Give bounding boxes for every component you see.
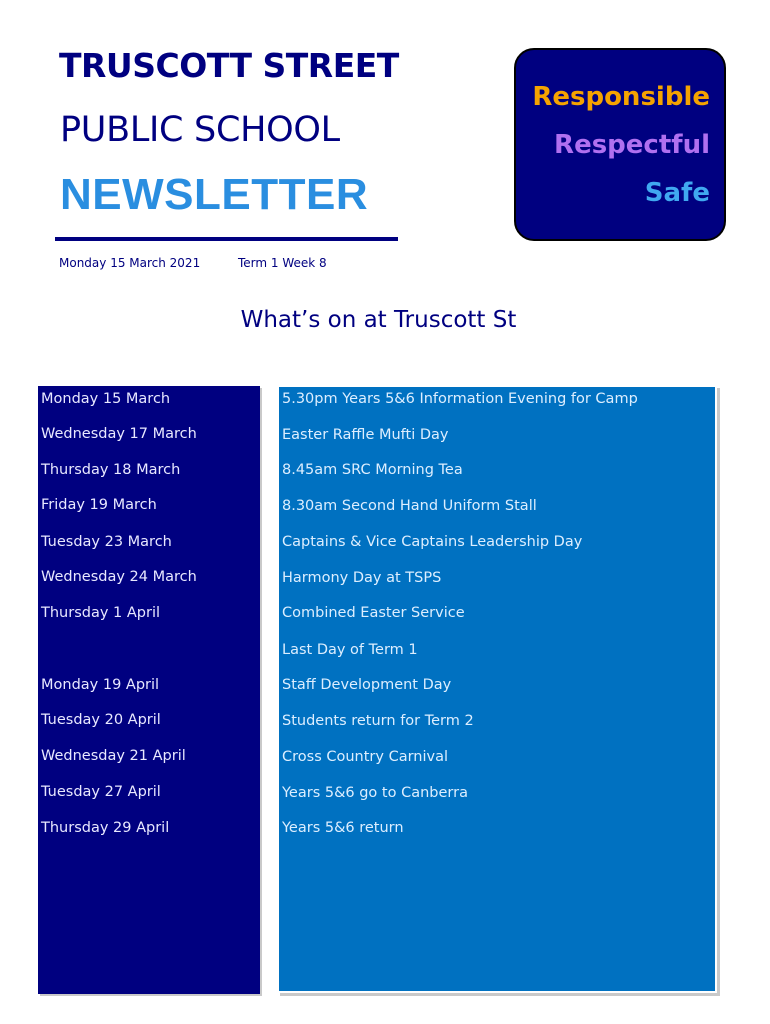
- calendar-event: Harmony Day at TSPS: [282, 570, 442, 586]
- calendar-dates-column: [38, 386, 260, 994]
- calendar-event: 5.30pm Years 5&6 Information Evening for Camp: [282, 391, 638, 407]
- school-name-line2: PUBLIC SCHOOL: [60, 110, 340, 150]
- calendar-event: Combined Easter Service: [282, 605, 465, 621]
- value-safe: Safe: [644, 178, 710, 208]
- calendar-event: Easter Raffle Mufti Day: [282, 427, 449, 443]
- value-responsible: Responsible: [532, 82, 710, 112]
- issue-date: Monday 15 March 2021: [59, 256, 201, 270]
- value-respectful: Respectful: [554, 130, 710, 160]
- calendar-event: Years 5&6 return: [282, 820, 404, 836]
- newsletter-title: NEWSLETTER: [60, 170, 369, 219]
- calendar-date: Wednesday 17 March: [41, 426, 197, 442]
- calendar-date: Wednesday 21 April: [41, 748, 186, 764]
- calendar-event: Staff Development Day: [282, 677, 452, 693]
- school-name-line1: TRUSCOTT STREET: [59, 46, 399, 85]
- term-week: Term 1 Week 8: [238, 256, 327, 270]
- calendar-event: Captains & Vice Captains Leadership Day: [282, 534, 583, 550]
- calendar-event: 8.45am SRC Morning Tea: [282, 462, 463, 478]
- calendar-date: Tuesday 27 April: [41, 784, 161, 800]
- calendar-date: Tuesday 20 April: [41, 712, 161, 728]
- calendar-event: 8.30am Second Hand Uniform Stall: [282, 498, 537, 514]
- school-values-box: [514, 48, 726, 241]
- calendar-date: Friday 19 March: [41, 497, 157, 513]
- calendar-event: Students return for Term 2: [282, 713, 474, 729]
- calendar-event: Years 5&6 go to Canberra: [282, 785, 468, 801]
- calendar-date: Wednesday 24 March: [41, 569, 197, 585]
- calendar-date: Thursday 1 April: [41, 605, 161, 621]
- calendar-date: Monday 15 March: [41, 391, 171, 407]
- section-heading: What’s on at Truscott St: [240, 307, 517, 333]
- header-divider: [55, 237, 398, 241]
- calendar-date: Thursday 18 March: [41, 462, 181, 478]
- calendar-date: Tuesday 23 March: [41, 534, 172, 550]
- calendar-date: Thursday 29 April: [41, 820, 170, 836]
- calendar-events-column: [277, 385, 717, 993]
- calendar-event: Cross Country Carnival: [282, 749, 448, 765]
- calendar-event: Last Day of Term 1: [282, 642, 418, 658]
- calendar-date: Monday 19 April: [41, 677, 160, 693]
